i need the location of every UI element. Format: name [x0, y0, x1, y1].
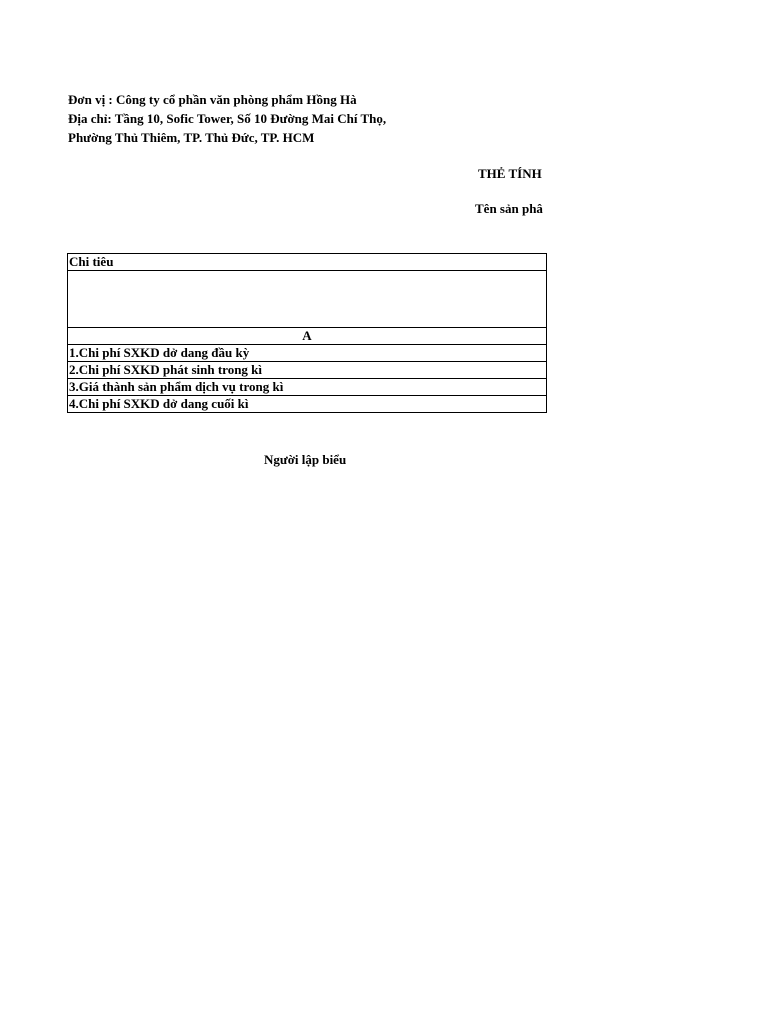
column-code-a: A — [68, 328, 547, 345]
table-blank-row — [68, 271, 547, 328]
table-row — [68, 345, 547, 362]
table-code-row — [68, 328, 547, 345]
card-title: THẺ TÍNH — [478, 166, 542, 181]
table-row — [68, 379, 547, 396]
row-label-2: 2.Chi phí SXKD phát sinh trong kì — [68, 362, 547, 379]
unit-line: Đơn vị : Công ty cổ phần văn phòng phẩm Hồng Hà — [68, 92, 357, 107]
product-name-label: Tên sản phâ — [475, 201, 543, 216]
blank-cell — [68, 271, 547, 328]
column-header-chi-tieu: Chi tiêu — [68, 254, 547, 271]
address-line-1: Địa chỉ: Tầng 10, Sofic Tower, Số 10 Đường Mai Chí Thọ, — [68, 111, 387, 126]
row-label-4: 4.Chi phí SXKD dở dang cuối kì — [68, 396, 547, 413]
table-row — [68, 362, 547, 379]
row-label-3: 3.Giá thành sản phẩm dịch vụ trong kì — [68, 379, 547, 396]
cost-table — [67, 253, 547, 413]
table-header-row — [68, 254, 547, 271]
table-row — [68, 396, 547, 413]
row-label-1: 1.Chi phí SXKD dở dang đầu kỳ — [68, 345, 547, 362]
signer-label: Người lập biểu — [264, 452, 347, 467]
address-line-2: Phường Thủ Thiêm, TP. Thủ Đức, TP. HCM — [68, 130, 315, 145]
